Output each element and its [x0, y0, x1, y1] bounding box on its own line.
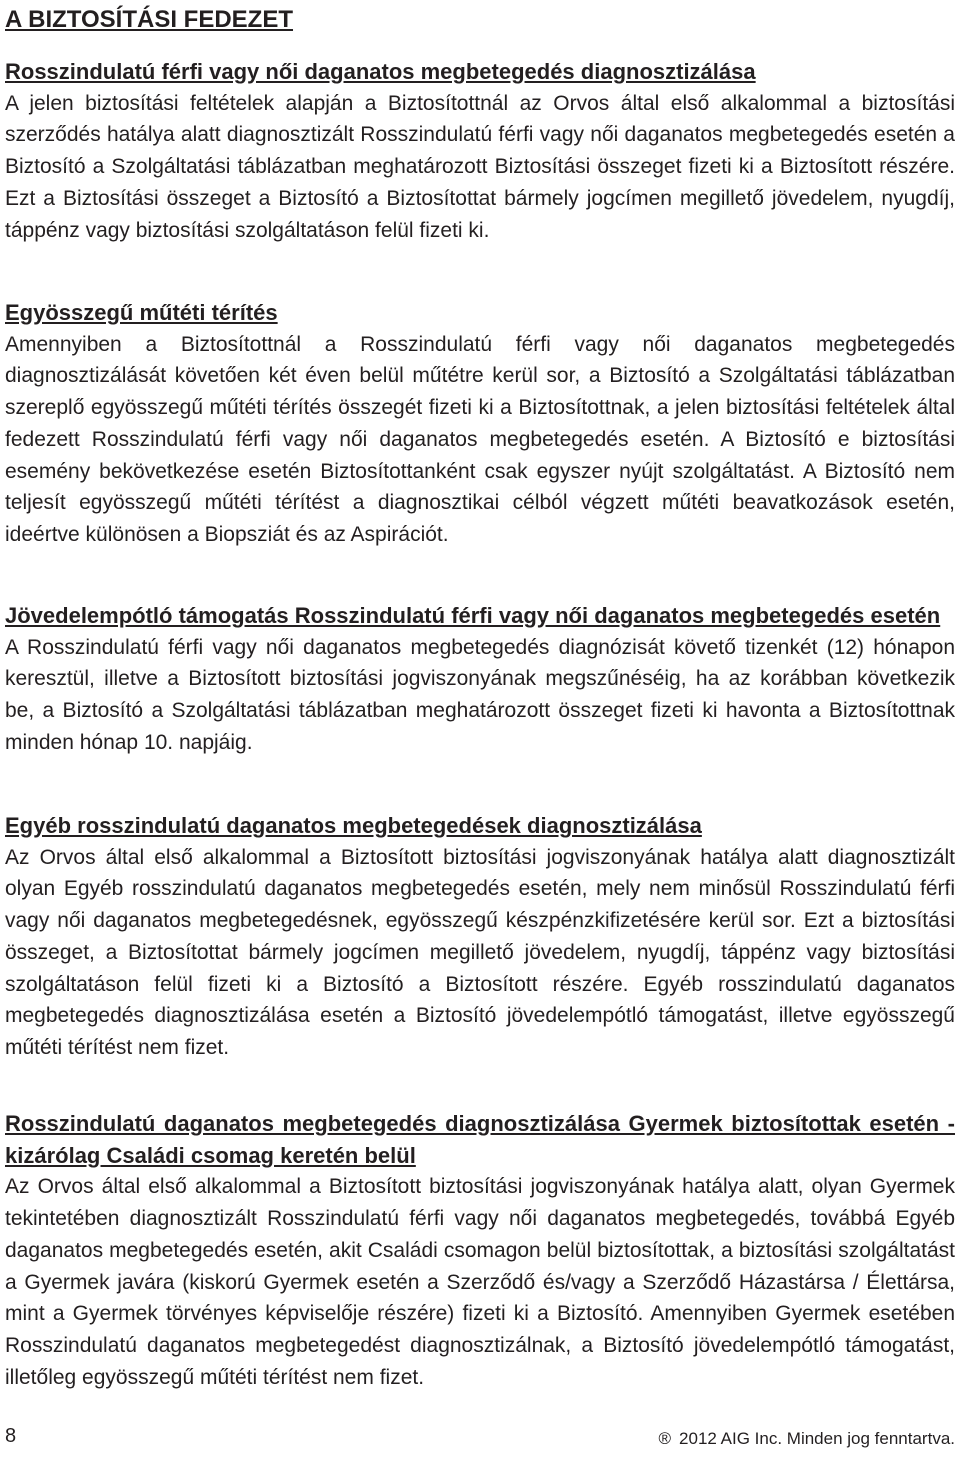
section-body: A Rosszindulatú férfi vagy női daganatos megbetegedés diagnózisát követő tizenkét (12) hónapon keresztül, illetve a Biztosított biztosítási jogviszonyának megszűnéséig, ha az korábban következik be, a Biztosító a Szolgáltatási táblázatban meghatározott összeget fizeti ki havonta a Biztosítottnak minden hónap 10. napjáig.	[5, 635, 955, 754]
section-lump-sum-surgery	[5, 297, 955, 551]
section-body: Az Orvos által első alkalommal a Biztosított biztosítási jogviszonyának hatálya alatt diagnosztizált olyan Egyéb rosszindulatú daganatos megbetegedés esetén, mely nem minősül Rosszindulatú férfi vagy női daganatos megbetegedésnek, egyösszegű készpénzkifizetésére kerül sor. Ezt a biztosítási összeget, a Biztosítottat bármely jogcímen megillető jövedelem, nyugdíj, táppénz vagy biztosítási szolgáltatáson felül fizeti ki a Biztosító a Biztosított részére. Egyéb rosszindulatú daganatos megbetegedés diagnosztizálása esetén a Biztosító jövedelempótló támogatást, illetve egyösszegű műtéti térítést nem fizet.	[5, 845, 955, 1059]
page-number: 8	[5, 1425, 17, 1447]
section-body: A jelen biztosítási feltételek alapján a Biztosítottnál az Orvos által első alkalommal a biztosítási szerződés hatálya alatt diagnosztizált Rosszindulatú férfi vagy női daganatos megbetegedés esetén a Biztosító a Szolgáltatási táblázatban meghatározott Biztosítási összeget fizeti ki a Biztosított részére. Ezt a Biztosítási összeget a Biztosító a Biztosítottat bármely jogcímen megillető jövedelem, nyugdíj, táppénz vagy biztosítási szolgáltatáson felül fizeti ki.	[5, 91, 955, 242]
section-body: Amennyiben a Biztosítottnál a Rosszindulatú férfi vagy női daganatos megbetegedés diagnosztizálását követően két éven belül műtétre kerül sor, a Biztosító a Szolgáltatási táblázatban szereplő egyösszegű műtéti térítés összegét fizeti ki a Biztosítottnak, a jelen biztosítási feltételek által fedezett Rosszindulatú férfi vagy női daganatos megbetegedés esetén. A Biztosító e biztosítási esemény bekövetkezése esetén Biztosítottanként csak egyszer nyújt szolgáltatást. A Biztosító nem teljesít egyösszegű műtéti térítést a diagnosztikai célból végzett műtéti beavatkozások esetén, ideértve különösen a Biopsziát és az Aspirációt.	[5, 332, 955, 546]
section-heading: Egyösszegű műtéti térítés	[5, 300, 278, 325]
section-child-cancer-diagnosis	[5, 1108, 955, 1393]
registered-icon: ®	[658, 1429, 672, 1448]
section-other-cancer-diagnosis	[5, 810, 955, 1064]
section-heading: Egyéb rosszindulatú daganatos megbetegedések diagnosztizálása	[5, 813, 702, 838]
section-heading: Jövedelempótló támogatás Rosszindulatú férfi vagy női daganatos megbetegedés esetén	[5, 603, 941, 628]
section-income-replacement	[5, 600, 955, 759]
section-body: Az Orvos által első alkalommal a Biztosított biztosítási jogviszonyának hatálya alatt, olyan Gyermek tekintetében diagnosztizált Rosszindulatú férfi vagy női daganatos megbetegedés, továbbá Egyéb daganatos megbetegedés esetén, akit Családi csomagon belül biztosítottak, a biztosítási szolgáltatást a Gyermek javára (kiskorú Gyermek esetén a Szerződő és/vagy a Szerződő Házastársa / Élettársa, mint a Gyermek törvényes képviselője részére) fizeti ki a Biztosító. Amennyiben Gyermek esetében Rosszindulatú daganatos megbetegedést diagnosztizálnak, a Biztosító jövedelempótló támogatást, illetőleg egyösszegű műtéti térítést nem fizet.	[5, 1175, 955, 1389]
page-title: A BIZTOSÍTÁSI FEDEZET	[5, 6, 294, 33]
copyright-text: 2012 AIG Inc. Minden jog fenntartva.	[679, 1429, 955, 1448]
section-malignant-cancer-diagnosis	[5, 56, 955, 246]
section-heading: Rosszindulatú férfi vagy női daganatos megbetegedés diagnosztizálása	[5, 59, 756, 84]
copyright-notice	[659, 1426, 955, 1452]
section-heading: Rosszindulatú daganatos megbetegedés diagnosztizálása Gyermek biztosítottak esetén - kizárólag Családi csomag keretén belül	[5, 1111, 955, 1168]
